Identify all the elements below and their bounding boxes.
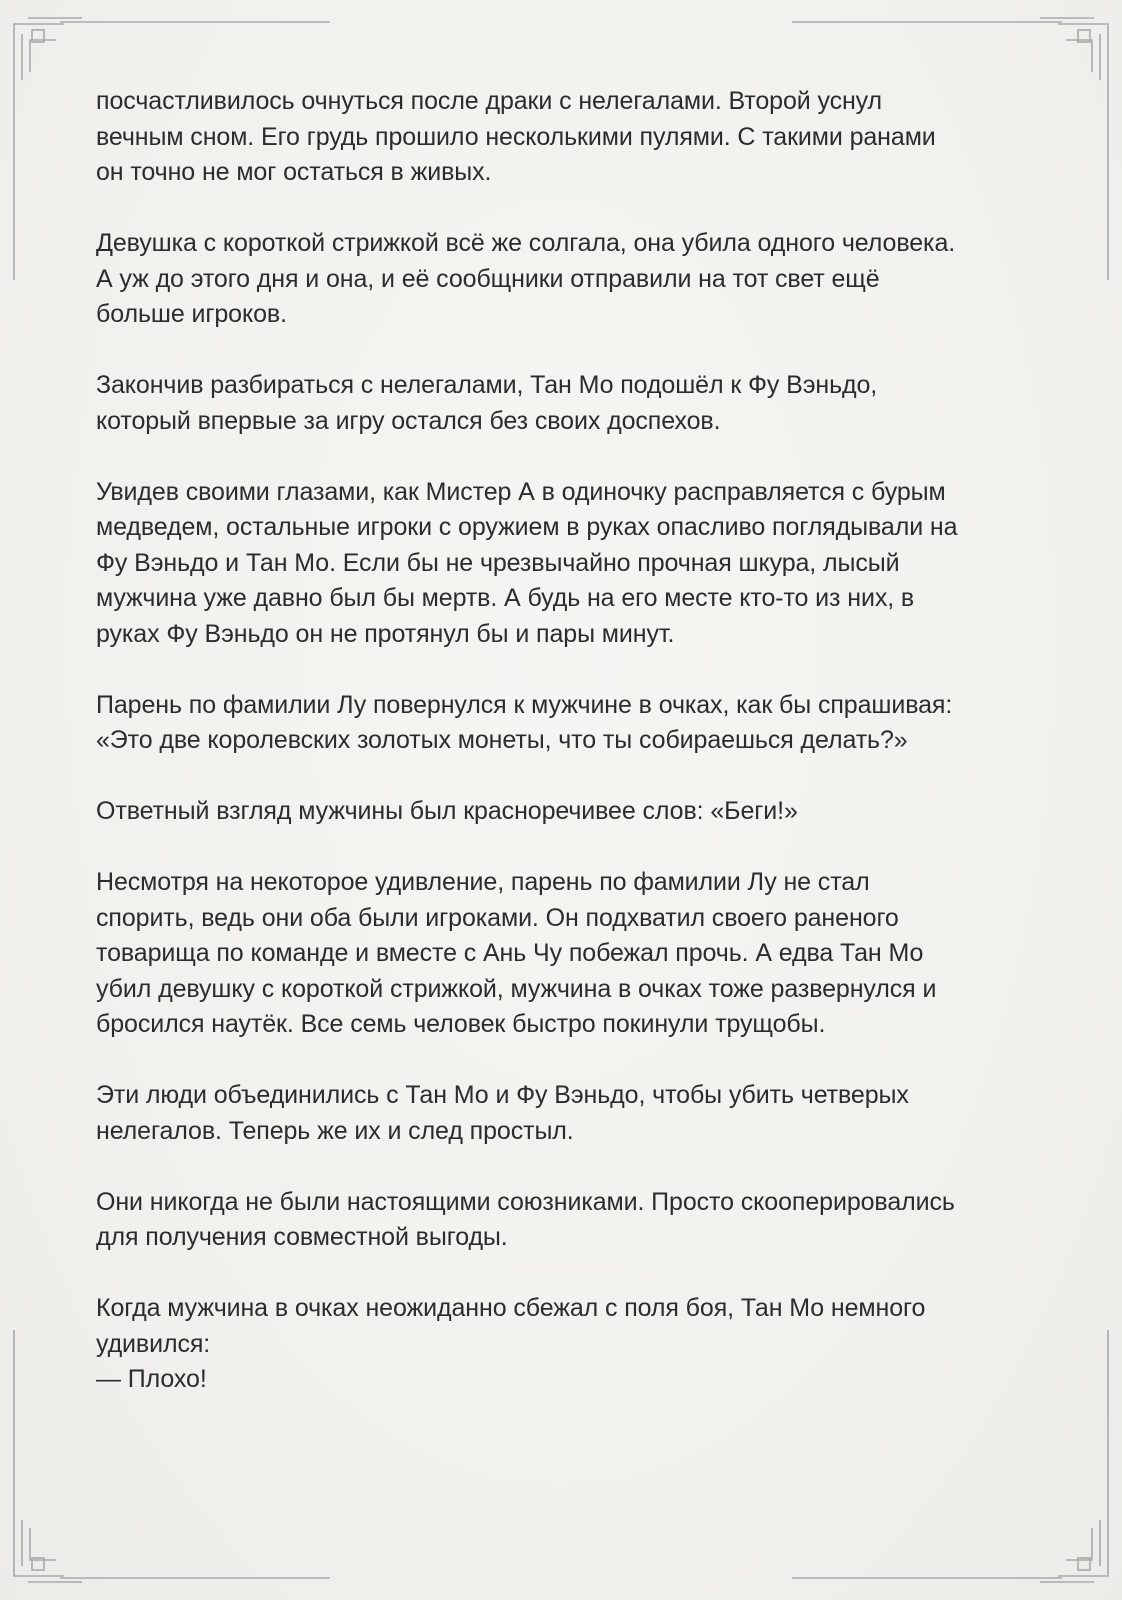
text-line: Несмотря на некоторое удивление, парень по фамилии Лу не стал [96,868,870,896]
text-line: Ответный взгляд мужчины был красноречивее слов: «Беги!» [96,797,798,825]
text-line: спорить, ведь они оба были игроками. Он подхватил своего раненого [96,903,899,932]
text-line: больше игроков. [96,300,287,328]
text-line: Закончив разбираться с нелегалами, Тан Мо подошёл к Фу Вэньдо, [96,371,878,399]
paragraph [96,794,1036,830]
text-line: он точно не мог остаться в живых. [96,158,492,186]
text-line: мужчина уже давно был бы мертв. А будь на его месте кто-то из них, в [96,584,915,612]
text-line: посчастливилось очнуться после драки с нелегалами. Второй уснул [96,87,883,115]
text-line: Девушка с короткой стрижкой всё же солгала, она убила одного человека. [96,229,956,257]
paragraph [96,368,1036,439]
text-line: Эти люди объединились с Тан Мо и Фу Вэньдо, чтобы убить четверых [96,1081,909,1109]
paragraph [96,1185,1036,1256]
text-line: Когда мужчина в очках неожиданно сбежал с поля боя, Тан Мо немного [96,1294,926,1322]
paragraph [96,688,1036,759]
text-line: товарища по команде и вместе с Ань Чу побежал прочь. А едва Тан Мо [96,939,924,967]
paragraph [96,475,1036,653]
text-line: Они никогда не были настоящими союзниками. Просто скооперировались [96,1187,955,1216]
paragraph [96,226,1036,333]
text-line: Фу Вэньдо и Тан Мо. Если бы не чрезвычайно прочная шкура, лысый [96,548,900,577]
text-line: удивился: [96,1329,211,1358]
text-line: Увидев своими глазами, как Мистер А в одиночку расправляется с бурым [96,477,946,506]
paragraph [96,1078,1036,1149]
paragraph [96,865,1036,1043]
chapter-text [96,84,1036,1433]
text-line: «Это две королевских золотых монеты, что ты собираешься делать?» [96,726,908,754]
text-line: медведем, остальные игроки с оружием в руках опасливо поглядывали на [96,513,958,541]
text-line: Парень по фамилии Лу повернулся к мужчине в очках, как бы спрашивая: [96,690,953,719]
paragraph [96,1291,1036,1398]
text-line: А уж до этого дня и она, и её сообщники отправили на тот свет ещё [96,264,880,293]
text-line: вечным сном. Его грудь прошило несколькими пулями. С такими ранами [96,122,936,151]
text-line: нелегалов. Теперь же их и след простыл. [96,1116,574,1145]
text-line: руках Фу Вэньдо он не протянул бы и пары минут. [96,619,675,648]
text-line: убил девушку с короткой стрижкой, мужчина в очках тоже развернулся и [96,974,937,1003]
paragraph [96,84,1036,191]
text-line: бросился наутёк. Все семь человек быстро покинули трущобы. [96,1010,826,1038]
text-line: — Плохо! [96,1365,207,1393]
text-line: для получения совместной выгоды. [96,1223,508,1251]
text-line: который впервые за игру остался без своих доспехов. [96,406,721,435]
